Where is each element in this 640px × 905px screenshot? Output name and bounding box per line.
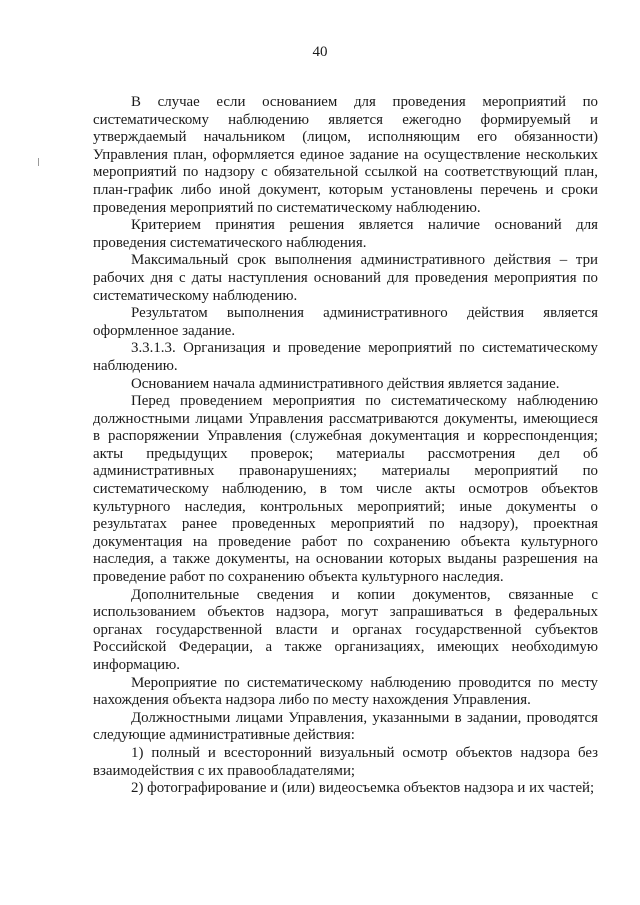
paragraph-plan-based-task: В случае если основанием для проведения мероприятий по систематическому наблюдению является ежегодно формируемый и утверждаемый начальником (лицом, исполняющим его обязанности) Управления план, оформляется единое задание на осуществление нескольких мероприятий по надзору с обязательной ссылкой на соответствующий план, план-график либо иной документ, которым установлены перечень и сроки проведения мероприятий по систематическому наблюдению. — [93, 94, 598, 216]
page-number: 40 — [312, 44, 328, 60]
document-body — [93, 94, 598, 798]
paragraph-actions-intro: Должностными лицами Управления, указанными в задании, проводятся следующие административные действия: — [93, 709, 598, 744]
paragraph-basis: Основанием начала административного действия является задание. — [131, 375, 560, 392]
paragraph-documents-review: Перед проведением мероприятия по систематическому наблюдению должностными лицами Управления рассматриваются документы, имеющиеся в распоряжении Управления (служебная документация и корреспонденция; акты предыдущих проверок; материалы рассмотрения дел об административных правонарушениях; материалы мероприятий по систематическому наблюдению, в том числе акты осмотров объектов культурного наследия, контрольных мероприятий; иные документы о результатах ранее проведенных мероприятий по надзору), проектная документация на проведение работ по сохранению объекта культурного наследия, а также документы, на основании которых выданы разрешения на проведение работ по сохранению объекта культурного наследия. — [93, 393, 598, 586]
section-heading-3-3-1-3: 3.3.1.3. Организация и проведение мероприятий по систематическому наблюдению. — [93, 340, 598, 374]
paragraph-decision-criterion: Критерием принятия решения является наличие оснований для проведения систематического наблюдения. — [93, 217, 598, 251]
margin-mark — [38, 158, 39, 166]
paragraph-additional-info: Дополнительные сведения и копии документов, связанные с использованием объектов надзора, могут запрашиваться в федеральных органах государственной власти и органах государственной субъектов Российской Федерации, а также организациях, имеющих необходимую информацию. — [93, 586, 598, 673]
paragraph-max-duration: Максимальный срок выполнения административного действия – три рабочих дня с даты наступления оснований для проведения мероприятия по систематическому наблюдению. — [93, 252, 598, 304]
list-item-visual-inspection: 1) полный и всесторонний визуальный осмотр объектов надзора без взаимодействия с их правообладателями; — [93, 744, 598, 779]
paragraph-result: Результатом выполнения административного действия является оформленное задание. — [93, 305, 598, 339]
paragraph-location: Мероприятие по систематическому наблюдению проводится по месту нахождения объекта надзора либо по месту нахождения Управления. — [93, 674, 598, 709]
list-item-photo-video: 2) фотографирование и (или) видеосъемка объектов надзора и их частей; — [131, 780, 595, 797]
